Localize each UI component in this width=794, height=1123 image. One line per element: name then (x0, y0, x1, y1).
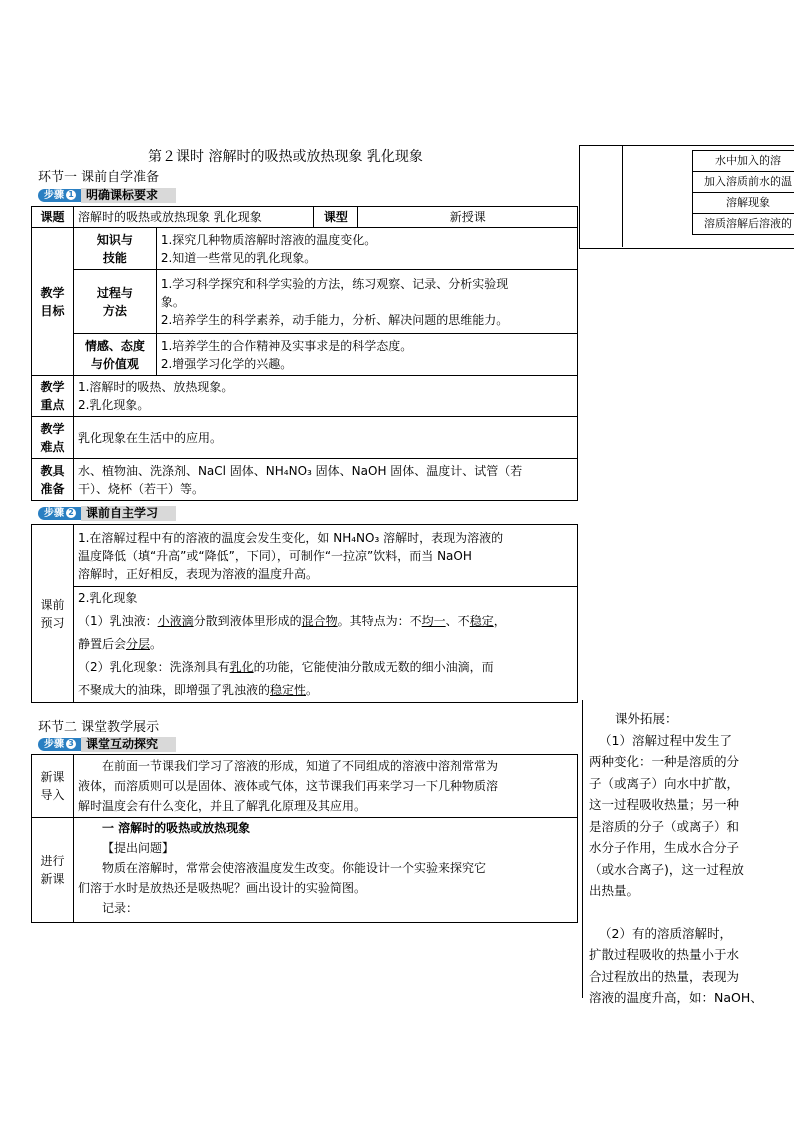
side-note-1: （1）溶解过程中发生了 两种变化：一种是溶质的分 子（或离子）向水中扩散， 这一过程吸收热量；另一种 是溶质的分子（或离子）和 水分子作用，生成水合分子 （或水合离子)，这一过程放 出热量。 (589, 732, 744, 898)
side-table-row: 水中加入的溶 (693, 151, 794, 172)
key-content: 1.溶解时的吸热、放热现象。 2.乳化现象。 (73, 376, 577, 417)
goal-content: 1.探究几种物质溶解时溶液的温度变化。 2.知道一些常见的乳化现象。 (156, 228, 577, 270)
intro-content: 在前面一节课我们学习了溶液的形成，知道了不同组成的溶液中溶剂常常为 液体，而溶质则可以是固体、液体或气体，这节课我们再来学习一下几种物质溶 解时温度会有什么变化，并且了解乳化原理及其应用。 (73, 755, 577, 818)
tools-label: 教具 准备 (32, 459, 74, 501)
preview-label: 课前 预习 (32, 525, 74, 703)
key-label: 教学 重点 (32, 376, 74, 417)
section-heading-1: 环节一 课前自学准备 (38, 170, 160, 185)
step-2-badge: 步骤 2 课前自主学习 (38, 505, 176, 521)
goal-content: 1.培养学生的合作精神及实事求是的科学态度。 2.增强学习化学的兴趣。 (156, 334, 577, 376)
goal-category: 情感、态度 与价值观 (73, 334, 156, 376)
side-table-row: 溶质溶解后溶液的 (704, 217, 792, 230)
new-lesson-label: 进行 新课 (32, 818, 74, 923)
subject-value: 溶解时的吸热或放热现象 乳化现象 (73, 207, 314, 228)
side-note-2: （2）有的溶质溶解时， 扩散过程吸收的热量小于水 合过程放出的热量，表现为 溶液的温度升高，如：NaOH、 (589, 925, 763, 1005)
side-notes (589, 708, 794, 1009)
new-lesson-content: 一 溶解时的吸热或放热现象 【提出问题】 物质在溶解时，常常会使溶液温度发生改变。你能设计一个实验来探究它 们溶于水时是放热还是吸热呢？画出设计的实验简图。 记录： (73, 818, 577, 923)
goal-label: 教学 目标 (32, 228, 74, 376)
type-value: 新授课 (358, 207, 578, 228)
section-heading-2: 环节二 课堂教学展示 (38, 720, 160, 735)
step-1-badge: 步骤 1 明确课标要求 (38, 187, 176, 203)
side-table-row: 加入溶质前水的温 (693, 172, 794, 193)
intro-label: 新课 导入 (32, 755, 74, 818)
tools-content: 水、植物油、洗涤剂、NaCl 固体、NH₄NO₃ 固体、NaOH 固体、温度计、试管（若 干）、烧杯（若干）等。 (73, 459, 577, 501)
margin-line (582, 700, 583, 998)
preview-para-2: 2.乳化现象 （1）乳浊液：小液滴分散到液体里形成的混合物。其特点为：不均一、不稳定， 静置后会分层。 （2）乳化现象：洗涤剂具有乳化的功能，它能使油分散成无数的细小油滴，而 不聚成大的油珠，即增强了乳浊液的稳定性。 (73, 587, 577, 703)
side-notes-title: 课外拓展： (615, 711, 678, 726)
goal-content: 1.学习科学探究和科学实验的方法，练习观察、记录、分析实验现 象。 2.培养学生的科学素养，动手能力，分析、解决问题的思维能力。 (156, 270, 577, 334)
goal-category: 知识与 技能 (73, 228, 156, 270)
step-3-badge: 步骤 3 课堂互动探究 (38, 736, 176, 752)
side-table-divider (622, 145, 623, 247)
difficulty-content: 乳化现象在生活中的应用。 (73, 417, 577, 459)
type-label: 课型 (314, 207, 358, 228)
classroom-table (31, 754, 578, 923)
difficulty-label: 教学 难点 (32, 417, 74, 459)
preview-table (31, 524, 578, 703)
preview-para-1: 1.在溶解过程中有的溶液的温度会发生变化，如 NH₄NO₃ 溶解时，表现为溶液的 温度降低（填“升高”或“降低”，下同），可制作“一拉凉”饮料，而当 NaOH 溶解时，正好相反，表现为溶液的温度升高。 (73, 525, 577, 587)
side-table-row: 溶解现象 (693, 193, 794, 214)
side-data-table (692, 150, 794, 235)
goal-category: 过程与 方法 (73, 270, 156, 334)
page-title: 第２课时 溶解时的吸热或放热现象 乳化现象 (148, 149, 423, 165)
subject-label: 课题 (32, 207, 74, 228)
lesson-info-table (31, 206, 578, 501)
